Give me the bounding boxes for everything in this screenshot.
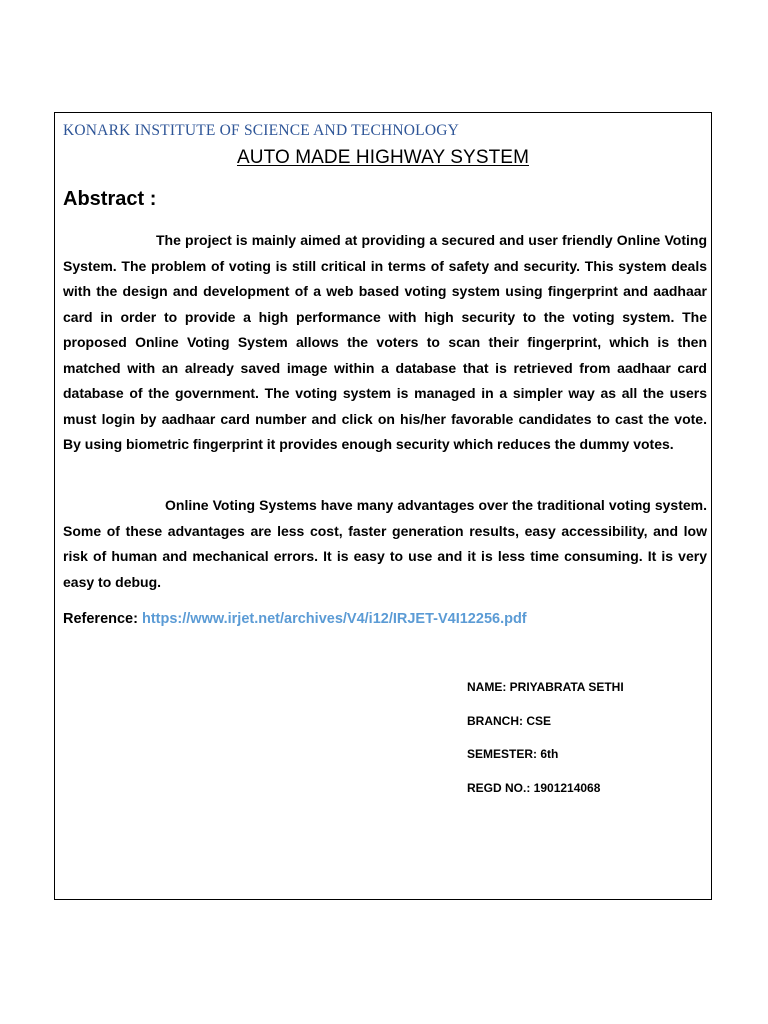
- document-title: AUTO MADE HIGHWAY SYSTEM: [236, 147, 529, 168]
- abstract-heading: Abstract :: [63, 188, 157, 210]
- student-info: [467, 679, 624, 813]
- reference-line: [63, 611, 527, 627]
- institute-name: KONARK INSTITUTE OF SCIENCE AND TECHNOLOGY: [63, 122, 460, 139]
- student-name: NAME: PRIYABRATA SETHI: [467, 680, 624, 694]
- student-regd-no: REGD NO.: 1901214068: [467, 780, 601, 795]
- document-frame: [54, 112, 712, 900]
- reference-label: Reference:: [63, 611, 142, 627]
- student-branch: BRANCH: CSE: [467, 713, 551, 728]
- abstract-paragraph-1: The project is mainly aimed at providing a secured and user friendly Online Voting System. The problem of voting is still critical in terms of safety and security. This system deals with the design and development of a web based voting system using fingerprint and aadhaar card in order to provide a high performance with high security to the voting system. The proposed Online Voting System allows the voters to scan their fingerprint, which is then matched with an already saved image within a database that is retrieved from aadhaar card database of the government. The voting system is managed in a simpler way as all the users must login by aadhaar card number and click on his/her favorable candidates to cast the vote. By using biometric fingerprint it provides enough security which reduces the dummy votes.: [63, 232, 707, 452]
- reference-link[interactable]: https://www.irjet.net/archives/V4/i12/IRJET-V4I12256.pdf: [141, 611, 527, 627]
- student-semester: SEMESTER: 6th: [467, 747, 559, 761]
- abstract-paragraph-2: Online Voting Systems have many advantages over the traditional voting system. Some of these advantages are less cost, faster generation results, easy accessibility, and low risk of human and mechanical errors. It is easy to use and it is less time consuming. It is very easy to debug.: [63, 497, 707, 590]
